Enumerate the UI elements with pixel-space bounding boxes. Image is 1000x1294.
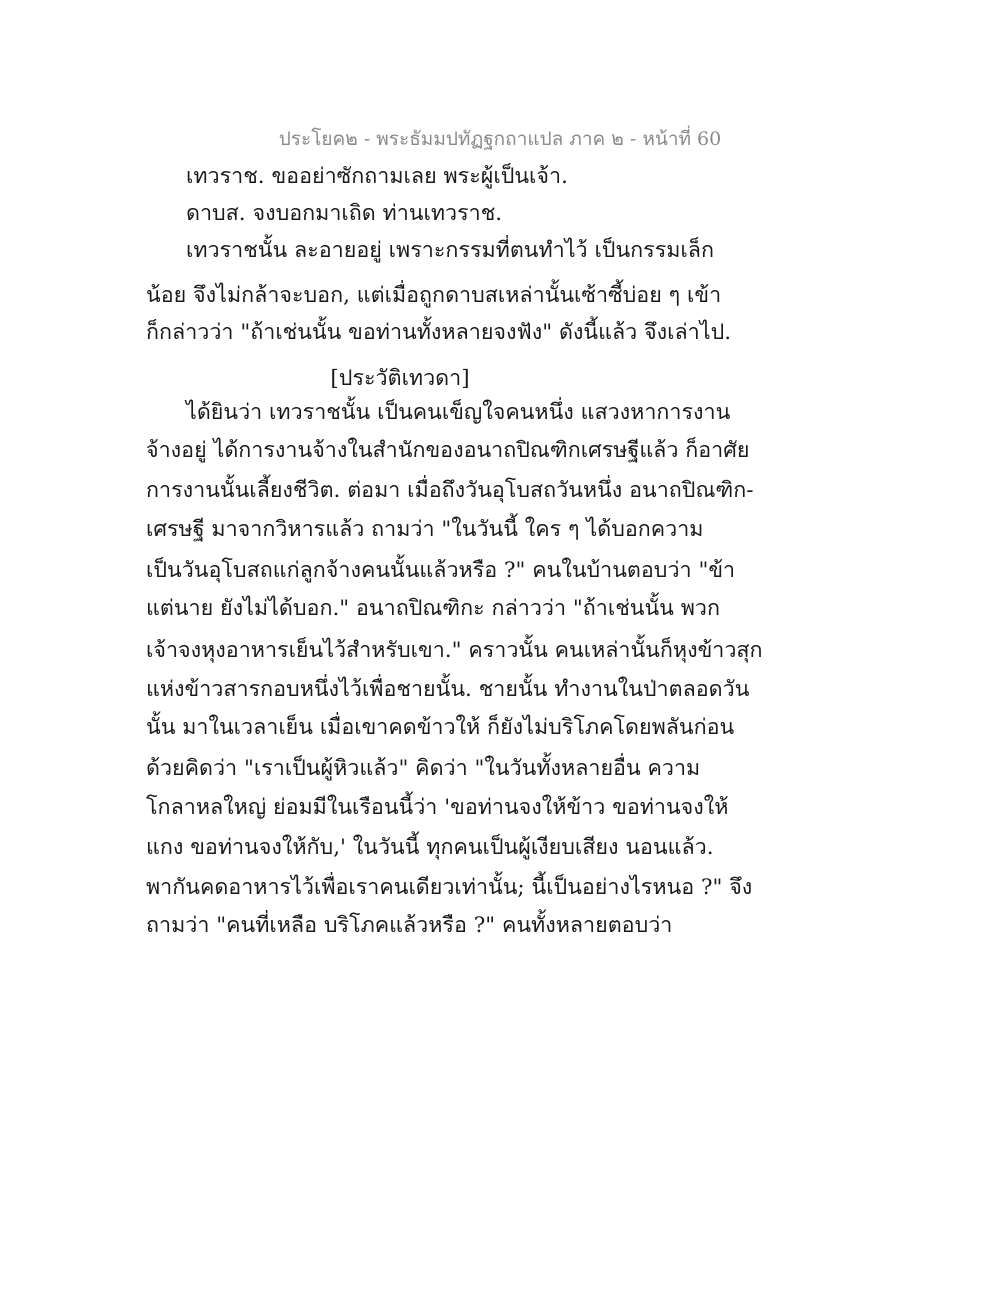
text-line: เทวราช. ขออย่าซักถามเลย พระผู้เป็นเจ้า. <box>186 164 568 189</box>
section-heading: [ประวัติเทวดา] <box>330 366 470 391</box>
text-line: เป็นวันอุโบสถแก่ลูกจ้างคนนั้นแล้วหรือ ?" คนในบ้านตอบว่า "ข้า <box>146 558 736 583</box>
text-line: ดาบส. จงบอกมาเถิด ท่านเทวราช. <box>186 201 503 226</box>
text-line: เทวราชนั้น ละอายอยู่ เพราะกรรมที่ตนทำไว้ เป็นกรรมเล็ก <box>186 238 714 263</box>
text-line: เศรษฐี มาจากวิหารแล้ว ถามว่า "ในวันนี้ ใคร ๆ ได้บอกความ <box>146 517 704 542</box>
text-line: ก็กล่าวว่า "ถ้าเช่นนั้น ขอท่านทั้งหลายจงฟัง" ดังนี้แล้ว จึงเล่าไป. <box>146 320 732 345</box>
text-line: น้อย จึงไม่กล้าจะบอก, แต่เมื่อถูกดาบสเหล่านั้นเซ้าซี้บ่อย ๆ เข้า <box>146 283 722 308</box>
page-header: ประโยค๒ - พระธัมมปทัฏฐกถาแปล ภาค ๒ - หน้าที่ 60 <box>278 128 722 150</box>
text-line: พากันคดอาหารไว้เพื่อเราคนเดียวเท่านั้น; นี้เป็นอย่างไรหนอ ?" จึง <box>146 875 753 900</box>
text-line: การงานนั้นเลี้ยงชีวิต. ต่อมา เมื่อถึงวันอุโบสถวันหนึ่ง อนาถปิณฑิก- <box>146 478 754 503</box>
text-line: ได้ยินว่า เทวราชนั้น เป็นคนเข็ญใจคนหนึ่ง แสวงหาการงาน <box>186 400 731 425</box>
text-line: ถามว่า "คนที่เหลือ บริโภคแล้วหรือ ?" คนทั้งหลายตอบว่า <box>146 913 673 938</box>
text-line: โกลาหลใหญ่ ย่อมมีในเรือนนี้ว่า 'ขอท่านจงให้ข้าว ขอท่านจงให้ <box>146 795 729 820</box>
text-line: เจ้าจงหุงอาหารเย็นไว้สำหรับเขา." คราวนั้น คนเหล่านั้นก็หุงข้าวสุก <box>146 638 763 663</box>
text-line: แกง ขอท่านจงให้กับ,' ในวันนี้ ทุกคนเป็นผู้เงียบเสียง นอนแล้ว. <box>146 835 714 860</box>
text-line: ด้วยคิดว่า "เราเป็นผู้หิวแล้ว" คิดว่า "ในวันทั้งหลายอื่น ความ <box>146 756 701 781</box>
text-line: นั้น มาในเวลาเย็น เมื่อเขาคดข้าวให้ ก็ยังไม่บริโภคโดยพลันก่อน <box>146 715 735 740</box>
text-line: จ้างอยู่ ได้การงานจ้างในสำนักของอนาถปิณฑิกเศรษฐีแล้ว ก็อาศัย <box>146 438 750 463</box>
text-line: แห่งข้าวสารกอบหนึ่งไว้เพื่อชายนั้น. ชายนั้น ทำงานในป่าตลอดวัน <box>146 677 750 702</box>
text-line: แต่นาย ยังไม่ได้บอก." อนาถปิณฑิกะ กล่าวว่า "ถ้าเช่นนั้น พวก <box>146 596 720 621</box>
